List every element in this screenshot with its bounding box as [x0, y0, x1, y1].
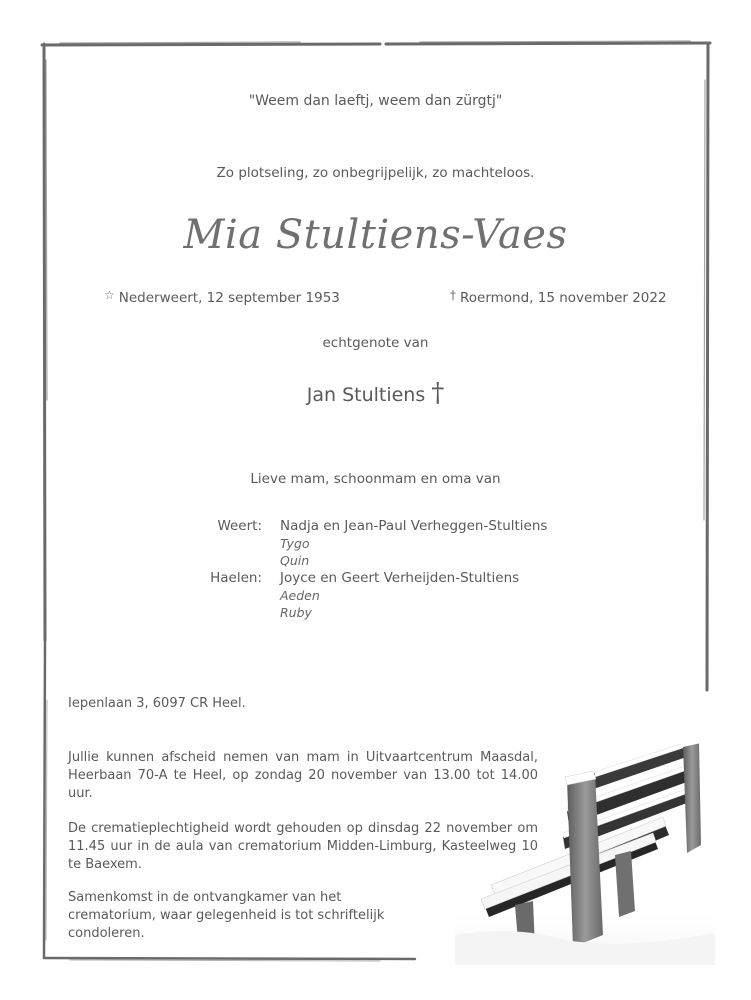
- home-address: Iepenlaan 3, 6097 CR Heel.: [68, 696, 246, 711]
- farewell-paragraph: Jullie kunnen afscheid nemen van mam in Uitvaartcentrum Maasdal, Heerbaan 70-A te Heel, op zondag 20 november van 13.00 tot 14.00 uur.: [68, 750, 538, 801]
- family-intro: Lieve mam, schoonmam en oma van: [250, 471, 501, 487]
- grandchild-name: Aeden: [280, 588, 320, 603]
- grandchild: [0, 536, 751, 553]
- ceremony-paragraph: De crematieplechtigheid wordt gehouden op dinsdag 22 november om 11.45 uur in de aula van crematorium Midden-Limburg, Kasteelweg 10 te Baexem.: [68, 821, 538, 872]
- star-icon: ☆: [104, 288, 115, 302]
- grandchild-name: Tygo: [280, 536, 310, 551]
- birth-info: [104, 290, 340, 306]
- deceased-name: Mia Stultiens-Vaes: [183, 212, 568, 258]
- spouse-name: Jan Stultiens: [306, 384, 426, 406]
- death-info: [450, 290, 667, 306]
- family-row: [0, 518, 751, 536]
- grandchild: [0, 553, 751, 570]
- family-list: [0, 518, 751, 622]
- grandchild: [0, 605, 751, 622]
- motto-quote: "Weem dan laeftj, weem dan zürgtj": [248, 93, 503, 109]
- cross-icon: †: [431, 378, 445, 408]
- family-names: Joyce en Geert Verheijden-Stultiens: [280, 570, 520, 586]
- family-row: [0, 570, 751, 588]
- family-names: Nadja en Jean-Paul Verheggen-Stultiens: [280, 518, 548, 534]
- spouse-intro: echtgenote van: [322, 335, 429, 351]
- grandchild-name: Ruby: [280, 605, 312, 620]
- gathering-paragraph: Samenkomst in de ontvangkamer van het crematorium, waar gelegenheid is tot schriftelijk condoleren.: [68, 890, 385, 941]
- cross-icon: †: [450, 288, 456, 302]
- death-text: Roermond, 15 november 2022: [460, 290, 667, 306]
- spouse-line: [0, 378, 751, 408]
- snow-bench-illustration: [455, 735, 715, 965]
- family-place: Haelen:: [210, 570, 262, 586]
- grandchild-name: Quin: [280, 553, 310, 568]
- intro-line: Zo plotseling, zo onbegrijpelijk, zo machteloos.: [216, 165, 535, 181]
- family-place: Weert:: [217, 518, 262, 534]
- birth-text: Nederweert, 12 september 1953: [118, 290, 340, 306]
- grandchild: [0, 588, 751, 605]
